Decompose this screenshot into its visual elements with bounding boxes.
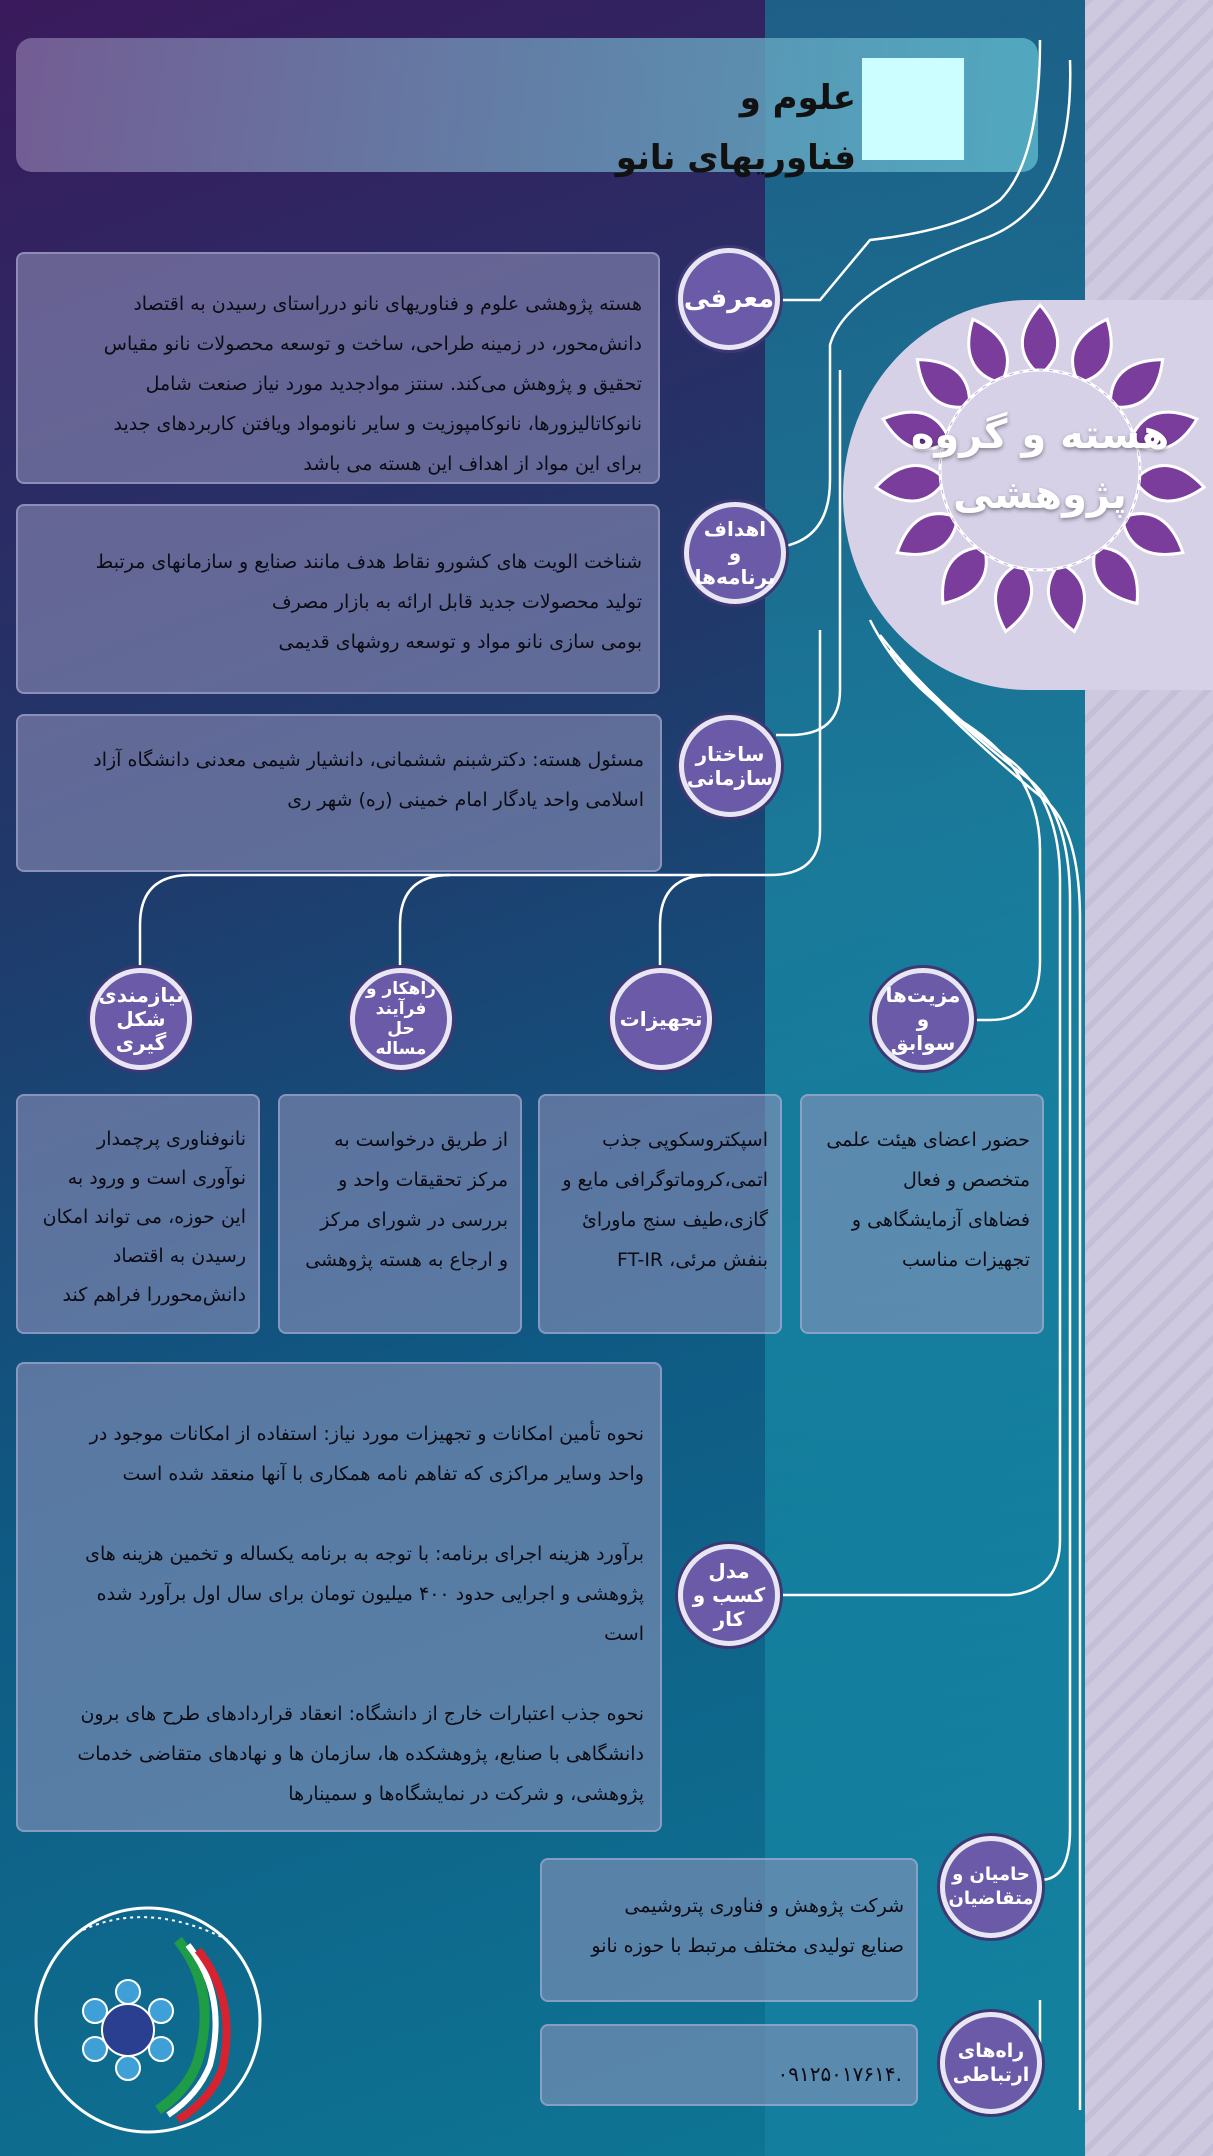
advantages-card (800, 1094, 1044, 1334)
sponsors-line: شرکت پژوهش و فناوری پتروشیمی (624, 1895, 904, 1917)
intro-line: هسته پژوهشی علوم و فناوریهای نانو درراستای رسیدن به اقتصاد (133, 293, 642, 315)
intro-line: برای این مواد از اهداف این هسته می باشد (303, 453, 642, 475)
structure-line: اسلامی واحد یادگار امام خمینی (ره) شهر ری (287, 789, 644, 811)
advantages-line: حضور اعضای هیئت علمی (826, 1129, 1030, 1151)
advantages-line: تجهیزات مناسب (901, 1249, 1030, 1271)
goals-badge (684, 502, 786, 604)
advantages-line: متخصص و فعال (902, 1169, 1030, 1191)
equipment-card (538, 1094, 782, 1334)
intro-badge-label: معرفی (683, 284, 775, 314)
structure-card (16, 714, 662, 872)
page-title: علوم و فناوریهای نانو (615, 78, 856, 178)
intro-line: دانش‌محور، در زمینه طراحی، ساخت و توسعه محصولات نانو مقیاس (103, 333, 642, 355)
needs-line: نانوفناوری پرچمدار (97, 1128, 246, 1150)
equipment-line: بنفش مرئی، FT-IR (617, 1249, 768, 1271)
business-line: دانشگاهی با صنایع، پژوهشکده ها، سازمان ها و نهادهای متقاضی خدمات (77, 1743, 644, 1765)
business-card (16, 1362, 662, 1832)
contact-badge (940, 2012, 1042, 2114)
intro-line: نانوکاتالیزورها، نانوکامپوزیت و سایر نانومواد ویافتن کاربردهای جدید (113, 413, 642, 435)
needs-badge (90, 968, 192, 1070)
business-line: نحوه تأمین امکانات و تجهیزات مورد نیاز: استفاده از امکانات موجود در (89, 1423, 644, 1445)
business-line: نحوه جذب اعتبارات خارج از دانشگاه: انعقاد قراردادهای طرح های برون (80, 1703, 644, 1725)
solutions-line: از طریق درخواست به (334, 1129, 508, 1151)
center-title: هسته و گروه پژوهشی (910, 412, 1170, 518)
solutions-line: بررسی در شورای مرکز (320, 1209, 508, 1231)
business-badge-label: مدل کسب و کار (692, 1559, 766, 1631)
solutions-line: مرکز تحقیقات واحد و (338, 1169, 508, 1191)
advantages-line: فضاهای آزمایشگاهی و (851, 1209, 1030, 1231)
needs-badge-label: نیازمندی شکل گیری (98, 983, 184, 1055)
equipment-line: اتمی،کروماتوگرافی مایع و (562, 1169, 768, 1191)
equipment-line: اسپکتروسکوپی جذب (602, 1129, 768, 1151)
university-emblem (28, 1900, 268, 2140)
structure-badge (679, 715, 781, 817)
contact-phone[interactable]: ۰۹۱۲۵۰۱۷۶۱۴. (777, 2062, 902, 2086)
equipment-badge-label: تجهیزات (619, 1007, 703, 1031)
advantages-badge (872, 968, 974, 1070)
goals-line: شناخت الویت های کشورو نقاط هدف مانند صنایع و سازمانهای مرتبط (95, 551, 642, 573)
sponsors-badge (940, 1836, 1042, 1938)
goals-line: بومی سازی نانو مواد و توسعه روشهای قدیمی (278, 631, 642, 653)
business-line: پژوهشی و اجرایی حدود ۴۰۰ میلیون تومان برای سال اول برآورد شده (96, 1583, 644, 1605)
advantages-badge-label: مزیت‌ها و سوابق (885, 983, 961, 1055)
sponsors-badge-label: حامیان و متقاضیان (948, 1864, 1034, 1909)
equipment-line: گازی،طیف سنج ماورائ (581, 1209, 768, 1231)
contact-card (540, 2024, 918, 2106)
contact-badge-label: راه‌های ارتباطی (952, 2040, 1030, 2086)
solutions-badge-label: راهکار و فرآیند حل مساله (366, 979, 436, 1059)
solutions-badge (350, 968, 452, 1070)
needs-line: این حوزه، می تواند امکان (42, 1206, 246, 1228)
business-line: برآورد هزینه اجرای برنامه: با توجه به برنامه یکساله و تخمین هزینه های (85, 1543, 644, 1565)
needs-card (16, 1094, 260, 1334)
goals-line: تولید محصولات جدید قابل ارائه به بازار مصرف (271, 591, 642, 613)
business-line: پژوهشی، و شرکت در نمایشگاه‌ها و سمینارها (288, 1783, 644, 1805)
business-line: است (604, 1623, 644, 1645)
business-line: واحد وسایر مراکزی که تفاهم نامه همکاری با آنها منعقد شده است (122, 1463, 644, 1485)
intro-card (16, 252, 660, 484)
needs-line: رسیدن به اقتصاد (112, 1245, 246, 1267)
structure-badge-label: ساختار سازمانی (686, 742, 774, 790)
intro-badge (678, 248, 780, 350)
structure-line: مسئول هسته: دکترشبنم ششمانی، دانشیار شیمی معدنی دانشگاه آزاد (93, 749, 644, 771)
solutions-card (278, 1094, 522, 1334)
goals-card (16, 504, 660, 694)
business-spacer (34, 1494, 644, 1534)
business-badge (678, 1544, 780, 1646)
sponsors-line: صنایع تولیدی مختلف مرتبط با حوزه نانو (591, 1935, 904, 1957)
business-spacer (34, 1654, 644, 1694)
needs-line: دانش‌محوررا فراهم کند (62, 1284, 246, 1306)
equipment-badge (610, 968, 712, 1070)
solutions-line: و ارجاع به هسته پژوهشی (305, 1249, 508, 1271)
needs-line: نوآوری است و ورود به (67, 1167, 246, 1189)
intro-line: تحقیق و پژوهش می‌کند. سنتز موادجدید مورد نیاز صنعت شامل (145, 373, 642, 395)
goals-badge-label: اهداف و برنامه‌ها (694, 517, 776, 589)
sponsors-card (540, 1858, 918, 2002)
